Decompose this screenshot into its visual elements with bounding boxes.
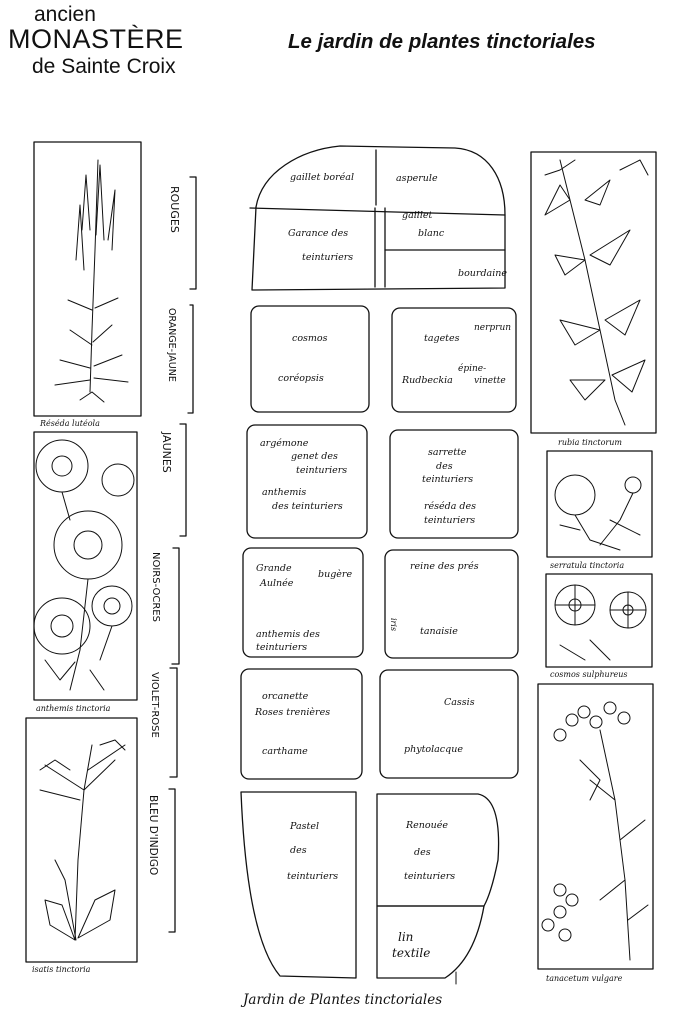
caption-cosmos: cosmos sulphureus [550,670,628,679]
bed-row3-left [251,306,369,412]
tanacetum-drawing-icon [542,702,648,960]
isatis-drawing-icon [40,740,125,940]
bed-label: Cassis [444,697,475,708]
serratula-drawing-icon [555,475,641,550]
anthemis-drawing-icon [34,440,134,690]
bed-row6-left [241,669,362,779]
bed-label: bugère [318,569,353,580]
bed-label: genet des [291,451,338,462]
panel-frame [538,684,653,969]
panel-reseda [34,142,141,428]
bed-row6-right [380,670,518,778]
panel-rubia [531,152,656,447]
caption-isatis: isatis tinctoria [32,965,91,974]
bracket-rouges [190,177,196,289]
bed-label: teinturiers [287,871,339,882]
bed-label: des teinturiers [272,501,343,512]
bed-label: anthemis des [256,629,320,640]
panel-frame [34,142,141,416]
panel-cosmos [546,574,652,679]
bed-label: Renouée [406,820,448,831]
bed-label: gaillet boréal [290,172,354,183]
bed-label: anthemis [262,487,307,498]
label-orange-jaune: ORANGE-JAUNE [166,308,177,382]
logo-sainte-croix: de Sainte Croix [32,55,176,78]
caption-rubia: rubia tinctorum [558,438,622,447]
bed-label: carthame [262,746,308,757]
bed-label: Aulnée [260,578,294,589]
panel-frame [26,718,137,962]
label-noirs-ocres: NOIRS-OCRES [150,552,161,622]
bed-top-dome [250,146,505,215]
footer-caption: Jardin de Plantes tinctoriales [243,992,443,1008]
bed-bottom-right [377,794,499,906]
bracket-jaunes [180,424,186,536]
bed-label: des [436,461,453,472]
bed-bottom-left [241,792,356,978]
bed-label: reine des prés [410,561,479,572]
label-bleu-indigo: BLEU D'INDIGO [147,795,159,876]
bed-label: orcanette [262,691,309,702]
caption-reseda: Réséda lutéola [40,419,100,428]
panel-frame [547,451,652,557]
bracket-bleu-indigo [169,789,175,932]
caption-tanacetum: tanacetum vulgare [546,974,623,983]
bracket-orange-jaune [188,305,193,413]
bed-label: gaillet [402,210,433,221]
bed-label: lin [398,930,414,944]
bed-label: teinturiers [296,465,348,476]
bed-label: argémone [260,438,309,449]
panel-tanacetum [538,684,653,983]
cosmos-drawing-icon [555,585,646,660]
panel-isatis [26,718,137,974]
bed-label: coréopsis [278,373,324,384]
bed-label: Rudbeckia [402,375,453,386]
rubia-drawing-icon [545,160,648,425]
panel-frame [34,432,137,700]
bracket-noirs-ocres [172,548,179,664]
page-title: Le jardin de plantes tinctoriales [288,30,596,53]
bed-label: tagetes [424,333,460,344]
label-jaunes: JAUNES [160,432,173,473]
bed-label: des [414,847,431,858]
reseda-drawing-icon [55,160,128,402]
caption-anthemis: anthemis tinctoria [36,704,111,713]
garden-beds [241,146,518,984]
bed-label: Garance des [288,228,349,239]
bracket-violet-rose [170,668,177,777]
panel-serratula [547,451,652,570]
bed-label: Grande [256,563,292,574]
bed-label: teinturiers [404,871,456,882]
bed-label: teinturiers [302,252,354,263]
bed-label: phytolacque [404,744,463,755]
color-groups [147,177,196,932]
bed-label: blanc [418,228,445,239]
bed-label: épine- [458,364,487,374]
bed-label: tanaisie [420,626,458,637]
bed-label-iris: iris [389,618,398,632]
bed-lin [377,906,484,978]
bed-label: vinette [474,376,506,386]
bed-label: cosmos [292,333,328,344]
bed-label: textile [392,946,431,960]
bed-label: des [290,845,307,856]
bed-label: Pastel [290,821,319,832]
panel-anthemis [34,432,137,713]
bed-label: asperule [396,173,438,184]
bed-label: bourdaine [458,268,507,279]
bed-label: teinturiers [424,515,476,526]
logo-monastere: MONASTÈRE [8,24,184,54]
bed-label: teinturiers [422,474,474,485]
bed-label: teinturiers [256,642,308,653]
label-violet-rose: VIOLET-ROSE [149,672,160,738]
caption-serratula: serratula tinctoria [550,561,625,570]
bed-label: réséda des [424,501,477,512]
bed-label: sarrette [428,447,467,458]
label-rouges: ROUGES [168,186,181,233]
bed-label: Roses trenières [255,707,331,718]
bed-label: nerprun [474,323,512,333]
logo-ancien: ancien [34,3,96,26]
